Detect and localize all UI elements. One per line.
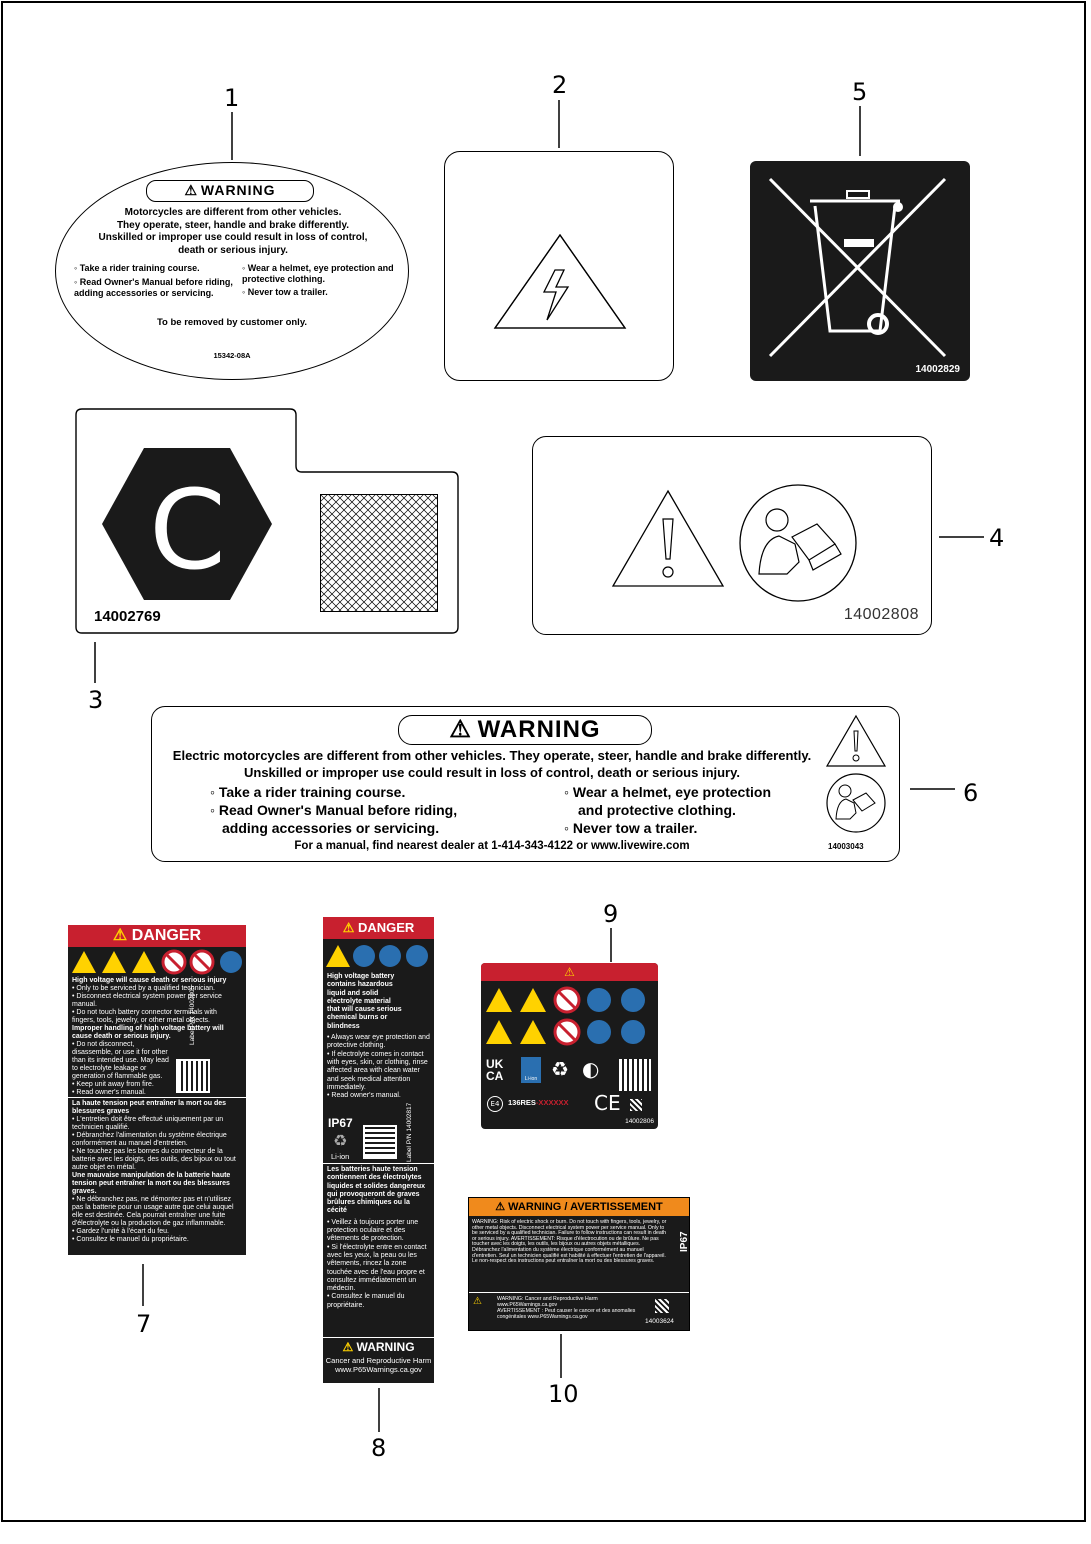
label-1-line: death or serious injury. (178, 244, 288, 256)
label-6-bullet: ◦ Never tow a trailer. (564, 820, 698, 836)
label-8-en-item: • Always wear eye protection and protective clothing. (327, 1034, 430, 1050)
label-6-bullet-cont: and protective clothing. (578, 802, 736, 818)
exclamation-triangle-icon (824, 713, 888, 769)
label-8-header: ⚠ DANGER (323, 917, 434, 939)
label-7-en-item: • Do not disconnect, disassemble, or use it for other than its intended use. May lead to electrolyte leakage or generation of flammable gas. (72, 1041, 169, 1080)
label-1-bullet: ◦ Never tow a trailer. (242, 287, 328, 297)
label-10-p65: www.P65Warnings.ca.gov (497, 1302, 558, 1308)
label-9-liion-box: Li-ion (521, 1057, 541, 1083)
high-voltage-triangle-icon (445, 152, 675, 382)
callout-7: 7 (136, 1310, 152, 1338)
warning-triangle-icon: ⚠ (184, 182, 197, 198)
label-6-bullet: ◦ Take a rider training course. (210, 784, 406, 800)
exclamation-triangle-icon (611, 489, 726, 589)
label-9-e-mark: E4 (487, 1096, 503, 1112)
label-9-header (481, 963, 658, 981)
label-8-fr-item: • Consultez le manuel du propriétaire. (327, 1293, 405, 1309)
label-7-fr-item: • Gardez l'unité à l'écart du feu. (72, 1228, 169, 1235)
callout-5: 5 (852, 78, 868, 106)
eac-icon: ◐ (582, 1057, 600, 1081)
data-matrix-icon (630, 1099, 642, 1111)
label-7-side-pn: Label P/N 14002805 (189, 985, 196, 1045)
label-7-fr-title: La haute tension peut entraîner la mort ou des blessures graves (72, 1100, 227, 1115)
warning-triangle-icon: ⚠ (473, 1296, 482, 1307)
qr-code-icon (619, 1059, 651, 1091)
label-7-fr-item: • Consultez le manuel du propriétaire. (72, 1236, 189, 1243)
label-7-hazard-icons (70, 949, 244, 977)
label-10-ip-rating: IP67 (679, 1231, 690, 1252)
label-7-en-item: • Keep unit away from fire. (72, 1081, 154, 1088)
callout-1: 1 (224, 84, 240, 112)
label-7-fr-item: • Débranchez l'alimentation du système électrique conformément au manuel d'entretien. (72, 1132, 227, 1147)
label-4-read-manual (532, 436, 932, 635)
label-7-danger-hv (68, 925, 246, 1255)
label-8-liion: Li-ion (331, 1152, 350, 1161)
warning-triangle-icon: ⚠ (564, 965, 575, 979)
label-6-bullet-cont: adding accessories or servicing. (222, 820, 440, 836)
callout-3: 3 (88, 686, 104, 714)
label-6-part-number: 14003043 (828, 842, 864, 851)
label-1-line: They operate, steer, handle and brake differently. (116, 219, 350, 231)
callout-8: 8 (371, 1434, 387, 1462)
label-8-danger-battery (323, 917, 434, 1382)
label-7-en-item: • Only to be serviced by a qualified technician. (72, 985, 215, 992)
label-1-part-number: 15342-08A (213, 351, 251, 360)
recycle-icon: ♻ (333, 1131, 348, 1150)
label-9-code: 136RES-XXXXXX (508, 1098, 569, 1107)
label-7-en-item: • Do not touch battery connector terminals with fingers, tools, jewelry, or other metal objects. (72, 1009, 217, 1024)
label-6-line: Unskilled or improper use could result in loss of control, death or serious injury. (243, 765, 740, 780)
recycle-icon: ♻ (551, 1057, 569, 1081)
label-6-line: Electric motorcycles are different from other vehicles. They operate, steer, handle and brake differently. (172, 748, 812, 763)
label-2-electric-hazard (444, 151, 674, 381)
warning-triangle-icon: ⚠ (112, 927, 128, 944)
label-9-part-number: 14002806 (625, 1118, 654, 1125)
label-10-header: ⚠ WARNING / AVERTISSEMENT (469, 1198, 689, 1216)
label-5-part-number: 14002829 (915, 364, 960, 375)
label-1-oval-warning (55, 162, 409, 380)
label-6-bullet: ◦ Read Owner's Manual before riding, (210, 802, 458, 818)
label-1-bullet: ◦ Wear a helmet, eye protection and protective clothing. (242, 263, 394, 284)
label-9-ce-mark: CE (594, 1091, 621, 1115)
read-manual-icon (824, 771, 888, 835)
label-5-weee-disposal (750, 161, 970, 381)
label-7-fr-item: • Ne débranchez pas, ne démontez pas et n'utilisez pas la batterie pour un usage autre que celui auquel elle est destinée. Cela pourrait entraîner une fuite d'électrolyte ou la production de gaz inflammable. (72, 1196, 234, 1227)
label-7-header: ⚠ DANGER (68, 925, 246, 947)
warning-triangle-icon: ⚠ (449, 716, 471, 743)
label-10-warning-avertissement (468, 1197, 690, 1331)
hatch-pattern (320, 494, 438, 612)
callout-4: 4 (989, 524, 1005, 552)
label-6-footer: For a manual, find nearest dealer at 1-414-343-4122 or www.livewire.com (294, 840, 690, 852)
label-8-fr-title: Les batteries haute tension contiennent des électrolytes liquides et solides dangereux qui provoqueront de graves brûlures chimiques ou la cécité (327, 1166, 426, 1215)
label-7-en-item: • Disconnect electrical system power per service manual. (72, 993, 222, 1008)
label-1-bullet: ◦ Read Owner's Manual before riding, adding accessories or servicing. (74, 277, 233, 298)
warning-triangle-icon: ⚠ (342, 920, 355, 935)
label-1-line: Motorcycles are different from other vehicles. (124, 207, 342, 218)
label-1-header: ⚠ WARNING (146, 180, 314, 202)
label-8-en-title: High voltage battery contains hazardous liquid and solid electrolyte material that will cause serious chemical burns or blindness (327, 973, 402, 1030)
warning-triangle-icon: ⚠ (495, 1201, 506, 1213)
label-8-fr-item: • Veillez à toujours porter une protection oculaire et des vêtements de protection. (327, 1218, 419, 1243)
label-3-letter: C (149, 466, 226, 594)
label-9-battery-pictograms (481, 963, 658, 1129)
label-9-ukca: UK CA (486, 1057, 504, 1083)
label-3-c-class (74, 408, 462, 636)
crossed-out-bin-icon (750, 161, 970, 381)
label-4-part-number: 14002808 (843, 606, 919, 623)
label-7-fr-title2: Une mauvaise manipulation de la batterie haute tension peut entraîner la mort ou des blessures graves. (72, 1172, 231, 1195)
callout-2: 2 (552, 71, 568, 99)
read-manual-icon (737, 482, 859, 604)
data-matrix-icon (655, 1299, 669, 1313)
label-1-line: Unskilled or improper use could result in loss of control, (98, 232, 368, 243)
label-7-fr-item: • L'entretien doit être effectué uniquement par un technicien qualifié. (72, 1116, 224, 1131)
label-9-hazard-icons (485, 986, 655, 1048)
callout-9: 9 (603, 900, 619, 928)
label-8-ip-rating: IP67 (328, 1116, 353, 1130)
label-8-side-pn: Label P/N 14002817 (406, 1102, 413, 1162)
callout-6: 6 (963, 779, 979, 807)
callout-10: 10 (548, 1380, 579, 1408)
label-8-p65-line: www.P65Warnings.ca.gov (335, 1365, 422, 1374)
warning-triangle-icon: ⚠ (342, 1340, 354, 1354)
label-7-en-item: • Read owner's manual. (72, 1089, 146, 1096)
label-6-header: ⚠ WARNING (398, 715, 652, 745)
label-3-part-number: 14002769 (94, 608, 161, 625)
label-7-en-title2: Improper handling of high voltage battery will cause death or serious injury. (72, 1025, 224, 1040)
label-1-bullet: ◦ Take a rider training course. (74, 263, 200, 273)
qr-code-icon (365, 1127, 395, 1157)
label-8-en-item: • If electrolyte comes in contact with eyes, skin, or clothing, rinse affected area with clean water and seek medical attention immediately. (327, 1050, 428, 1091)
qr-code-icon (178, 1061, 208, 1091)
label-7-fr-item: • Ne touchez pas les bornes du connecteur de la batterie avec les doigts, des outils, des bijoux ou tout autre objet en métal. (72, 1148, 236, 1171)
label-6-electric-warning (151, 706, 900, 862)
label-10-body: WARNING: Risk of electric shock or burn. Do not touch with fingers, tools, jewelry, or other metal objects. Disconnect electrical system power per service manual. Only to be serviced by a qualified technician. Failure to follow instructions can result in death or serious injury. AVERTISSEMENT: Risque d'électrocution ou de brûlure. Ne pas toucher avec les doigts, les outils, les bijoux ou autres objets métalliques. Débranchez l'alimentation du système électrique conformément au manuel d'entretien. Seul un technicien qualifié est habilité à effectuer l'entretien de l'appareil. Le non-respect des instructions peut entraîner la mort ou des blessures graves. (472, 1219, 667, 1265)
label-8-en-item: • Read owner's manual. (327, 1092, 401, 1100)
label-8-p65-header: ⚠ WARNING (342, 1340, 415, 1354)
label-6-bullet: ◦ Wear a helmet, eye protection (564, 784, 771, 800)
label-8-fr-item: • Si l'électrolyte entre en contact avec les yeux, la peau ou les vêtements, rincez la zone touchée avec de l'eau propre et consultez immédiatement un médecin. (327, 1243, 427, 1293)
label-1-remove-note: To be removed by customer only. (156, 317, 308, 328)
label-10-p65: WARNING: Cancer and Reproductive Harm (497, 1296, 598, 1302)
label-8-hazard-icons (326, 943, 431, 969)
label-10-p65: AVERTISSEMENT : Peut causer le cancer et des anomalies congénitales www.P65Warnings.ca.gov (497, 1308, 636, 1320)
label-8-p65-line: Cancer and Reproductive Harm (325, 1356, 432, 1365)
label-7-en-title: High voltage will cause death or serious injury (72, 977, 227, 984)
label-10-part-number: 14003624 (645, 1318, 674, 1325)
